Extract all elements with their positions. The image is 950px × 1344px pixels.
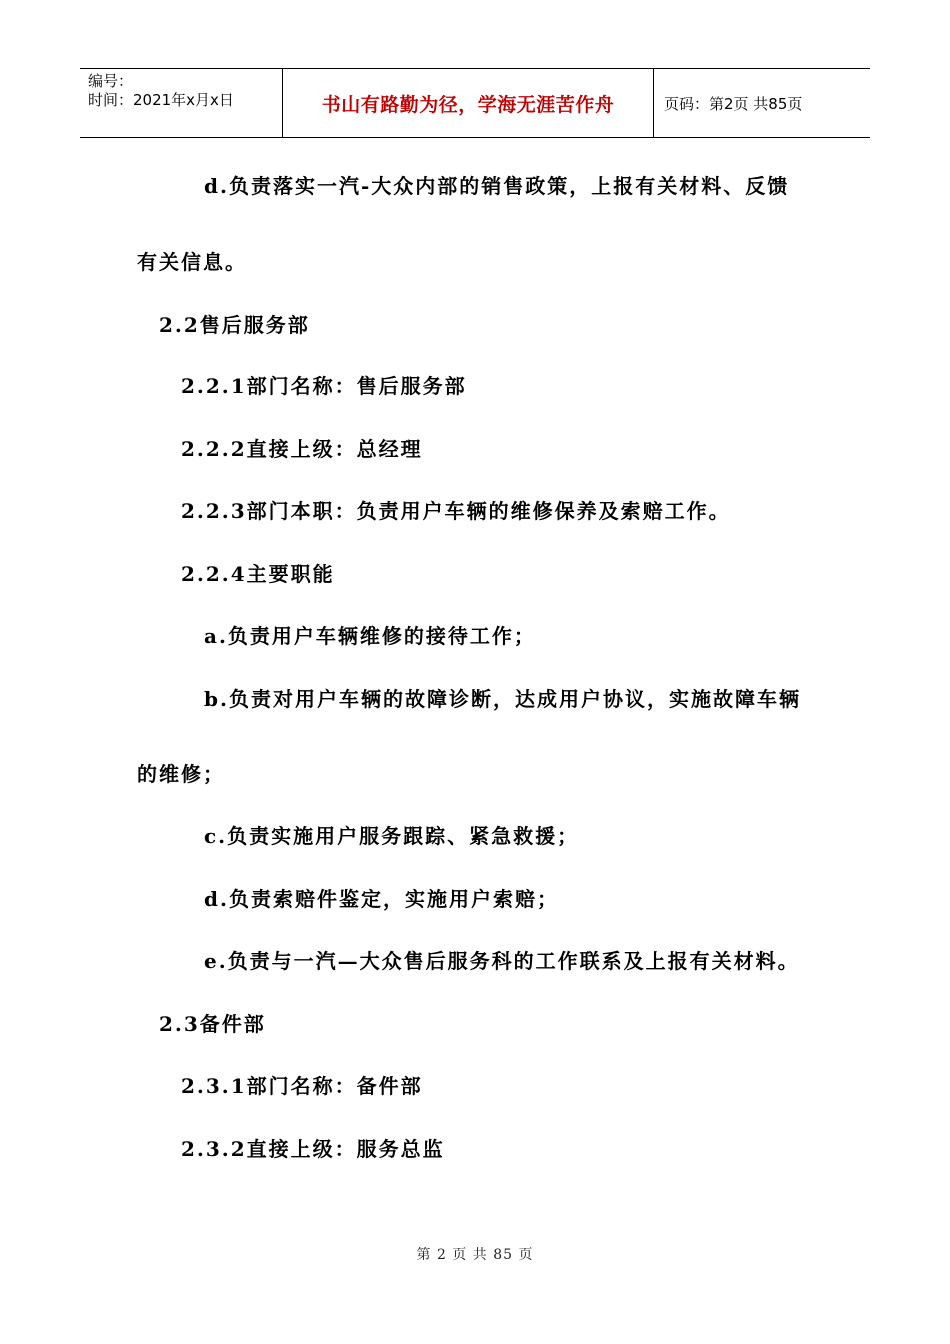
list-item: c.负责实施用户服务跟踪、紧急救援； [204,824,580,848]
header-motto-cell [282,69,654,137]
section-heading: 2.2售后服务部 [159,313,310,337]
list-item: a.负责用户车辆维修的接待工作； [204,624,536,648]
document-number-label: 编号： [88,72,134,90]
header-page-cell [654,69,870,137]
document-time-label: 时间：2021年x月x日 [88,91,234,109]
subsection-line: 2.2.4主要职能 [181,562,335,586]
header-page-info: 页码：第2页 共85页 [664,94,803,113]
list-item: e.负责与一汽—大众售后服务科的工作联系及上报有关材料。 [204,949,800,973]
subsection-line: 2.3.1部门名称：备件部 [181,1074,423,1098]
document-header [80,68,870,138]
subsection-line: 2.2.1部门名称：售后服务部 [181,374,467,398]
subsection-line: 2.2.3部门本职：负责用户车辆的维修保养及索赔工作。 [181,499,731,523]
list-item: d.负责索赔件鉴定，实施用户索赔； [204,887,559,911]
page-footer: 第 2 页 共 85 页 [416,1247,534,1263]
body-line: 有关信息。 [137,250,247,274]
section-heading: 2.3备件部 [159,1012,266,1036]
list-item-continuation: 的维修； [137,762,225,786]
header-meta-cell [80,69,282,137]
subsection-line: 2.3.2直接上级：服务总监 [181,1137,445,1161]
body-line: d.负责落实一汽-大众内部的销售政策，上报有关材料、反馈 [204,174,790,198]
list-item: b.负责对用户车辆的故障诊断，达成用户协议，实施故障车辆 [204,687,801,711]
header-motto: 书山有路勤为径，学海无涯苦作舟 [321,93,615,116]
subsection-line: 2.2.2直接上级：总经理 [181,437,423,461]
